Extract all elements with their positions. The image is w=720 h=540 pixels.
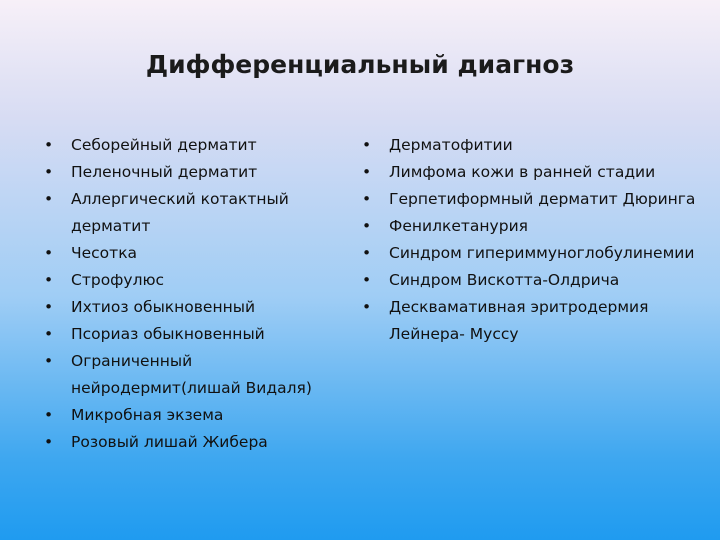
right-diagnosis-list	[362, 132, 702, 348]
list-item	[362, 159, 702, 186]
list-item-text: Синдром гипериммуноглобулинемии	[389, 244, 695, 262]
bullet-icon: •	[362, 244, 372, 262]
bullet-icon: •	[44, 163, 54, 181]
left-diagnosis-list	[44, 132, 344, 456]
list-item	[44, 186, 344, 240]
list-item-text: Розовый лишай Жибера	[71, 433, 268, 451]
bullet-icon: •	[44, 244, 54, 262]
list-item	[44, 159, 344, 186]
list-item	[44, 267, 344, 294]
list-item-text: Герпетиформный дерматит Дюринга	[389, 190, 696, 208]
list-item	[362, 267, 702, 294]
list-item	[362, 294, 702, 348]
list-item-text: Чесотка	[71, 244, 138, 262]
list-item-text: Себорейный дерматит	[71, 136, 257, 154]
list-item-text: Псориаз обыкновенный	[71, 325, 265, 343]
list-item-text: Ограниченный нейродермит(лишай Видаля)	[71, 352, 312, 397]
bullet-icon: •	[44, 298, 54, 316]
bullet-icon: •	[362, 217, 372, 235]
bullet-icon: •	[362, 190, 372, 208]
bullet-icon: •	[44, 136, 54, 154]
bullet-icon: •	[362, 136, 372, 154]
list-item-text: Фенилкетанурия	[389, 217, 528, 235]
list-item	[362, 213, 702, 240]
bullet-icon: •	[44, 406, 54, 424]
list-item	[44, 402, 344, 429]
list-item-text: Аллергический котактный дерматит	[71, 190, 289, 235]
list-item	[44, 321, 344, 348]
list-item	[44, 132, 344, 159]
list-item-text: Строфулюс	[71, 271, 165, 289]
bullet-icon: •	[362, 298, 372, 316]
list-item	[44, 240, 344, 267]
list-item	[362, 132, 702, 159]
bullet-icon: •	[44, 271, 54, 289]
list-item-text: Микробная экзема	[71, 406, 224, 424]
list-item-text: Дерматофитии	[389, 136, 513, 154]
list-item-text: Пеленочный дерматит	[71, 163, 258, 181]
bullet-icon: •	[44, 190, 54, 208]
list-item	[44, 348, 344, 402]
list-item	[44, 294, 344, 321]
bullet-icon: •	[362, 271, 372, 289]
slide-title: Дифференциальный диагноз	[145, 50, 575, 79]
list-item-text: Лимфома кожи в ранней стадии	[389, 163, 656, 181]
list-item-text: Десквамативная эритродермия Лейнера- Муссу	[389, 298, 649, 343]
bullet-icon: •	[44, 325, 54, 343]
list-item-text: Синдром Вискотта-Олдрича	[389, 271, 620, 289]
list-item-text: Ихтиоз обыкновенный	[71, 298, 256, 316]
bullet-icon: •	[362, 163, 372, 181]
bullet-icon: •	[44, 433, 54, 451]
list-item	[362, 186, 702, 213]
list-item	[44, 429, 344, 456]
bullet-icon: •	[44, 352, 54, 370]
list-item	[362, 240, 702, 267]
